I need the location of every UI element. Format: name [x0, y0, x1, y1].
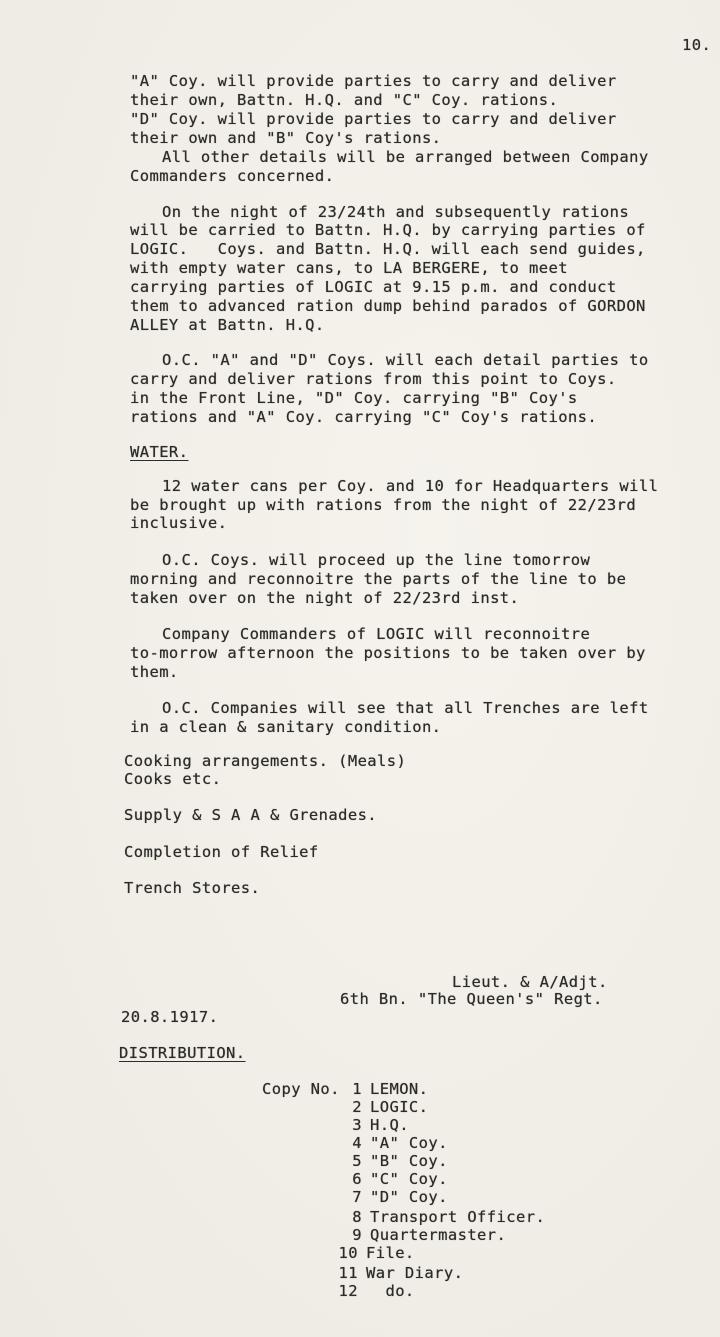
copy-number: 3: [352, 1116, 362, 1134]
rations-p1-line-1: "A" Coy. will provide parties to carry and deliver: [130, 72, 617, 90]
copy-number: 11: [338, 1264, 358, 1282]
copy-label: Copy No.: [262, 1080, 340, 1098]
water-p1-line-1: 12 water cans per Coy. and 10 for Headquarters will: [162, 477, 659, 495]
item-completion-of-relief: Completion of Relief: [124, 843, 319, 861]
distribution-heading: DISTRIBUTION.: [119, 1044, 246, 1062]
copy-number: 4: [352, 1134, 362, 1152]
water-p3-line-1: Company Commanders of LOGIC will reconnoitre: [162, 625, 591, 643]
copy-recipient: H.Q.: [370, 1116, 409, 1134]
copy-recipient: "A" Coy.: [370, 1134, 448, 1152]
rations-p3-line-6: them to advanced ration dump behind parados of GORDON: [130, 297, 646, 315]
water-p3-line-2: to-morrow afternoon the positions to be taken over by: [130, 644, 646, 662]
signature-title: Lieut. & A/Adjt.: [452, 973, 608, 991]
copy-number: 9: [352, 1226, 362, 1244]
rations-p4-line-4: rations and "A" Coy. carrying "C" Coy's rations.: [130, 408, 598, 426]
rations-p2-line-1: All other details will be arranged between Company: [162, 148, 649, 166]
copy-recipient: File.: [366, 1244, 415, 1262]
rations-p3-line-1: On the night of 23/24th and subsequently rations: [162, 203, 630, 221]
copy-recipient: "D" Coy.: [370, 1188, 448, 1206]
copy-number: 10: [338, 1244, 358, 1262]
rations-p4-line-1: O.C. "A" and "D" Coys. will each detail parties to: [162, 351, 649, 369]
copy-recipient: "C" Coy.: [370, 1170, 448, 1188]
copy-number: 1: [352, 1080, 362, 1098]
copy-recipient: do.: [366, 1282, 415, 1300]
water-p2-line-1: O.C. Coys. will proceed up the line tomorrow: [162, 551, 591, 569]
rations-p1-line-3: "D" Coy. will provide parties to carry and deliver: [130, 110, 617, 128]
copy-number: 6: [352, 1170, 362, 1188]
rations-p4-line-2: carry and deliver rations from this point to Coys.: [130, 370, 617, 388]
copy-recipient: LOGIC.: [370, 1098, 429, 1116]
copy-recipient: War Diary.: [366, 1264, 464, 1282]
copy-number: 2: [352, 1098, 362, 1116]
copy-number: 7: [352, 1188, 362, 1206]
water-p1-line-2: be brought up with rations from the night of 22/23rd: [130, 496, 637, 514]
rations-p3-line-4: with empty water cans, to LA BERGERE, to meet: [130, 259, 568, 277]
water-heading: WATER.: [130, 443, 189, 461]
rations-p3-line-5: carrying parties of LOGIC at 9.15 p.m. and conduct: [130, 278, 617, 296]
water-p1-line-3: inclusive.: [130, 514, 228, 532]
water-p2-line-2: morning and reconnoitre the parts of the line to be: [130, 570, 627, 588]
water-p4-line-2: in a clean & sanitary condition.: [130, 718, 442, 736]
item-supply: Supply & S A A & Grenades.: [124, 806, 378, 824]
item-trench-stores: Trench Stores.: [124, 879, 261, 897]
page-number: 10.: [682, 36, 712, 54]
rations-p4-line-3: in the Front Line, "D" Coy. carrying "B" Coy's: [130, 389, 578, 407]
rations-p3-line-2: will be carried to Battn. H.Q. by carrying parties of: [130, 221, 646, 239]
rations-p3-line-3: LOGIC. Coys. and Battn. H.Q. will each send guides,: [130, 240, 646, 258]
copy-recipient: Transport Officer.: [370, 1208, 546, 1226]
copy-recipient: "B" Coy.: [370, 1152, 448, 1170]
signature-unit: 6th Bn. "The Queen's" Regt.: [340, 990, 603, 1008]
water-p4-line-1: O.C. Companies will see that all Trenches are left: [162, 699, 649, 717]
rations-p3-line-7: ALLEY at Battn. H.Q.: [130, 316, 325, 334]
copy-number: 12: [338, 1282, 358, 1300]
copy-recipient: Quartermaster.: [370, 1226, 507, 1244]
water-p2-line-3: taken over on the night of 22/23rd inst.: [130, 589, 520, 607]
item-cooking-arrangements: Cooking arrangements. (Meals): [124, 752, 407, 770]
water-p3-line-3: them.: [130, 663, 179, 681]
copy-number: 5: [352, 1152, 362, 1170]
rations-p1-line-4: their own and "B" Coy's rations.: [130, 129, 442, 147]
order-date: 20.8.1917.: [121, 1008, 219, 1026]
rations-p1-line-2: their own, Battn. H.Q. and "C" Coy. rations.: [130, 91, 559, 109]
copy-number: 8: [352, 1208, 362, 1226]
item-cooks: Cooks etc.: [124, 770, 222, 788]
copy-recipient: LEMON.: [370, 1080, 429, 1098]
rations-p2-line-2: Commanders concerned.: [130, 167, 335, 185]
